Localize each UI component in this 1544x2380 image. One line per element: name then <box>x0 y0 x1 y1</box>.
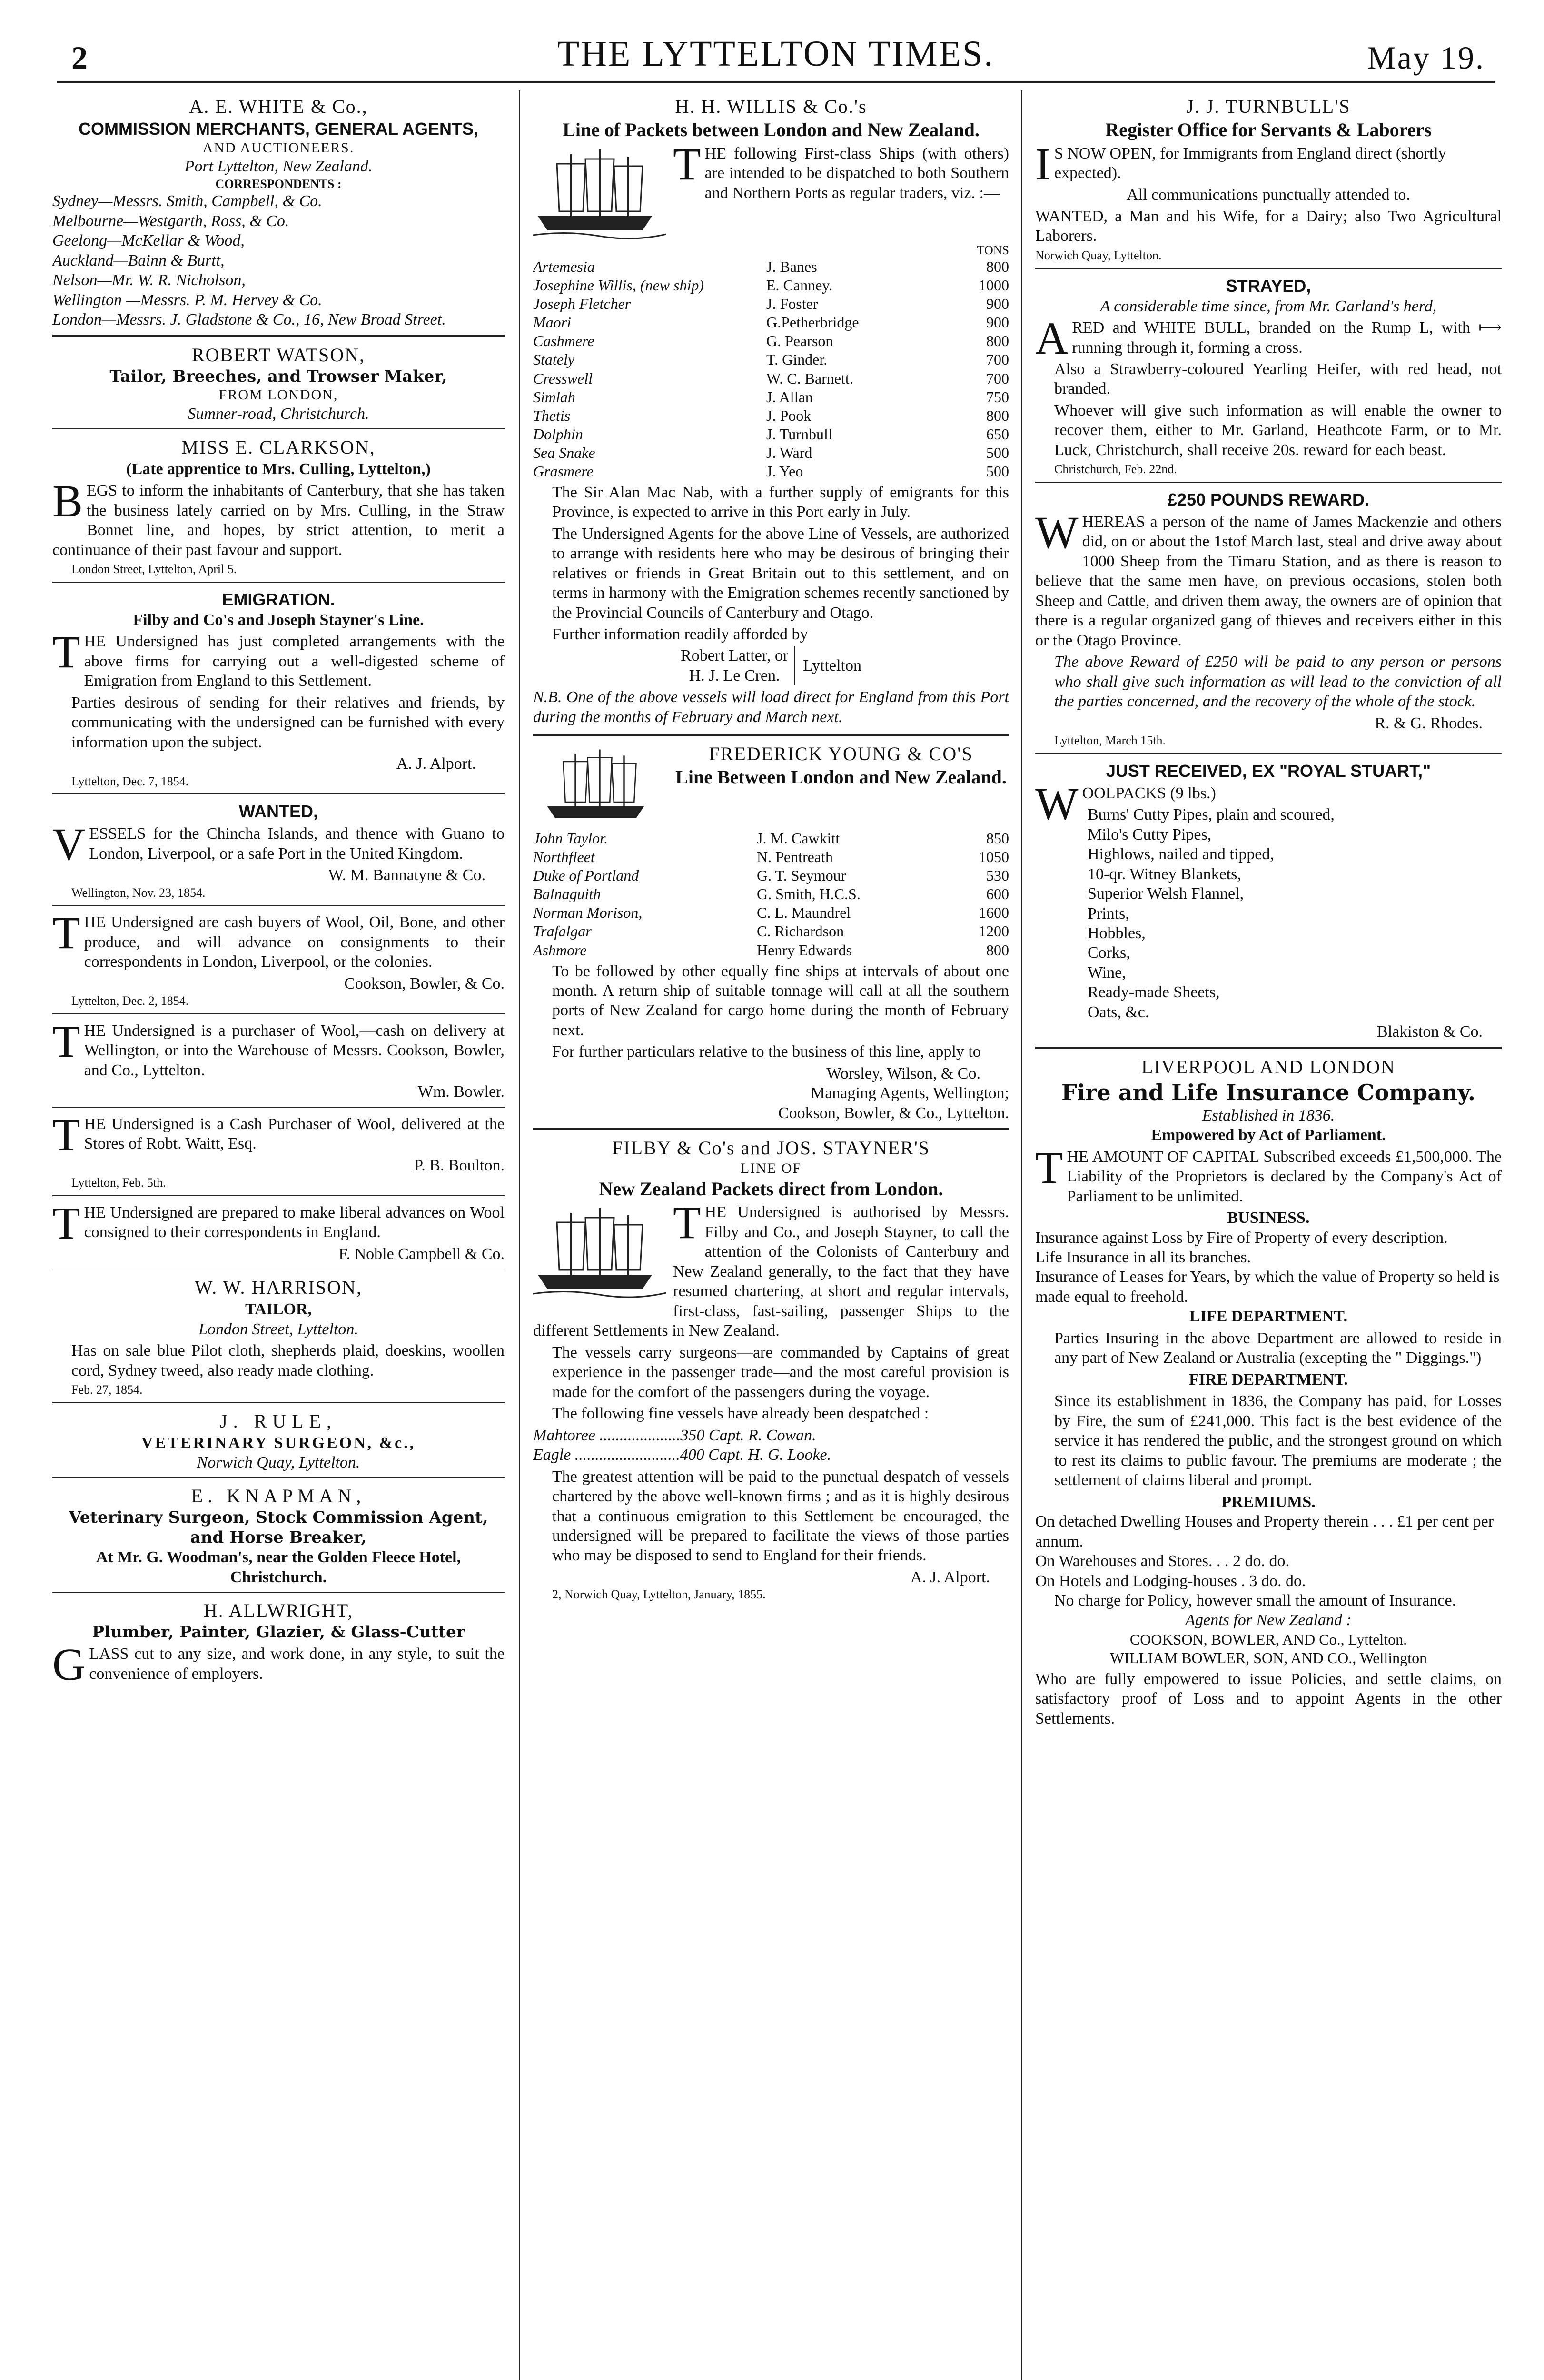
ad-body: Whoever will give such information as will enable the owner to recover them, either to Mr. Garland, Heathcote Farm, or to Mr. Luck, Christchurch, shall receive 20s. reward for each beast. <box>1054 401 1502 459</box>
ship-illustration <box>533 1203 666 1299</box>
table-row: Josephine Willis, (new ship) E. Canney. 1000 <box>533 277 1009 294</box>
ad-address: London Street, Lyttelton. <box>198 1320 358 1338</box>
table-row: Joseph Fletcher J. Foster 900 <box>533 295 1009 313</box>
correspondent-list <box>52 191 505 329</box>
ad-heading: FILBY & Co's and JOS. STAYNER'S <box>612 1137 930 1159</box>
list-item: London—Messrs. J. Gladstone & Co., 16, New Broad Street. <box>52 311 446 329</box>
drop-cap: T <box>52 907 80 959</box>
ad-signature: A. J. Alport. <box>910 1568 990 1586</box>
column-2 <box>533 95 1009 2380</box>
table-row: John Taylor. J. M. Cawkitt 850 <box>533 830 1009 847</box>
ad-body: Parties desirous of sending for their relatives and friends, by communicating with the undersigned can be furnished with every information upon the subject. <box>71 694 505 751</box>
section-heading: LIFE DEPARTMENT. <box>1189 1308 1347 1326</box>
ad-subheading: Filby and Co's and Joseph Stayner's Line. <box>133 611 424 629</box>
ad-body: HE following First-class Ships (with others) are intended to be dispatched to both Southern and Northern Ports as regular traders, viz. :— <box>704 144 1009 202</box>
ad-body: Insurance of Leases for Years, by which the value of Property so held is made equal to freehold. <box>1035 1268 1500 1306</box>
drop-cap: T <box>673 1197 701 1249</box>
ad-bowler <box>52 1015 505 1108</box>
ad-insurance <box>1035 1056 1502 1735</box>
ad-allwright <box>52 1599 505 1690</box>
ad-footer: 2, Norwich Quay, Lyttelton, January, 1855. <box>552 1587 766 1602</box>
list-item: 10-qr. Witney Blankets, <box>1088 865 1241 883</box>
ad-signature: R. & G. Rhodes. <box>1375 714 1483 732</box>
ad-heading: E. KNAPMAN, <box>191 1485 366 1507</box>
newspaper-title: THE LYTTELTON TIMES. <box>557 34 995 74</box>
section-heading: FIRE DEPARTMENT. <box>1189 1370 1348 1388</box>
agent-name: WILLIAM BOWLER, SON, AND CO., Wellington <box>1109 1649 1427 1666</box>
ad-body: HE AMOUNT OF CAPITAL Subscribed exceeds £1,500,000. The Liability of the Proprietors is declared by the Company's Act of Parliament to be unlimited. <box>1067 1148 1502 1205</box>
ad-clarkson <box>52 436 505 583</box>
ad-body: Since its establishment in 1836, the Company has paid, for Losses by Fire, the sum of £241,000. This fact is the best evidence of the service it has rendered the public, and the strongest ground on which to rest its claims to public favour. The premiums are moderate ; the settlement of claims liberal and prompt. <box>1054 1392 1502 1489</box>
column-3 <box>1035 95 1502 2380</box>
list-item: Geelong—McKellar & Wood, <box>52 232 245 250</box>
ad-heading: FREDERICK YOUNG & CO'S <box>709 743 973 765</box>
ad-subheading: A considerable time since, from Mr. Garland's herd, <box>1100 297 1437 315</box>
agent-name: Robert Latter, or <box>681 647 789 665</box>
goods-list <box>1035 805 1502 1022</box>
ad-turnbull <box>1035 95 1502 269</box>
ad-address: Sumner-road, Christchurch. <box>188 405 369 423</box>
ad-body: The Undersigned Agents for the above Line of Vessels, are authorized to arrange with residents here who may be desirous of bringing their relatives or friends in Great Britain out to this settlement, and on terms in harmony with the Emigration schemes recently sanctioned by the Provincial Councils of Canterbury and Otago. <box>552 525 1009 622</box>
table-row: Dolphin J. Turnbull 650 <box>533 425 1009 443</box>
table-row: Balnaguith G. Smith, H.C.S. 600 <box>533 885 1009 903</box>
ad-signature: Cookson, Bowler, & Co. <box>344 974 505 992</box>
ad-signature: W. M. Bannatyne & Co. <box>328 866 485 884</box>
ad-heading: A. E. WHITE & Co., <box>189 96 368 117</box>
ad-subheading: AND AUCTIONEERS. <box>202 139 355 156</box>
ad-signature: Managing Agents, Wellington; <box>811 1084 1009 1102</box>
ad-rule <box>52 1410 505 1478</box>
masthead <box>57 29 1495 83</box>
company-name: Fire and Life Insurance Company. <box>1061 1079 1475 1105</box>
ad-body: Also a Strawberry-coloured Yearling Heifer, with red head, not branded. <box>1054 360 1502 398</box>
ad-footer: Feb. 27, 1854. <box>71 1383 143 1397</box>
ad-wanted <box>52 801 505 906</box>
ad-subheading: LINE OF <box>740 1160 802 1177</box>
agent-name: COOKSON, BOWLER, AND Co., Lyttelton. <box>1129 1630 1407 1648</box>
table-row: Ashmore Henry Edwards 800 <box>533 941 1009 959</box>
drop-cap: G <box>52 1639 86 1690</box>
ad-body: The following fine vessels have already been despatched : <box>552 1405 929 1423</box>
ship-list <box>533 258 1009 480</box>
list-item: Prints, <box>1088 904 1129 922</box>
section-heading: PREMIUMS. <box>1221 1493 1316 1511</box>
list-item: Burns' Cutty Pipes, plain and scoured, <box>1088 806 1335 824</box>
ad-signature: F. Noble Campbell & Co. <box>338 1245 505 1263</box>
ad-heading: LIVERPOOL AND LONDON <box>1141 1056 1396 1078</box>
premium-line: On detached Dwelling Houses and Property therein . . . £1 per cent per annum. <box>1035 1513 1494 1550</box>
premium-line: No charge for Policy, however small the amount of Insurance. <box>1054 1591 1456 1609</box>
ad-young <box>533 743 1009 1130</box>
ad-signature: Wm. Bowler. <box>417 1083 505 1101</box>
ad-royal-stuart <box>1035 761 1502 1049</box>
ad-signature: Worsley, Wilson, & Co. <box>826 1064 980 1082</box>
ad-heading: H. ALLWRIGHT, <box>203 1600 354 1622</box>
ad-footer: Lyttelton, Dec. 7, 1854. <box>71 774 189 788</box>
ad-subheading: FROM LONDON, <box>218 387 338 403</box>
drop-cap: T <box>52 1015 80 1067</box>
ad-trade: Veterinary Surgeon, Stock Commission Agent, and Horse Breaker, <box>69 1508 488 1547</box>
table-row: Cresswell W. C. Barnett. 700 <box>533 369 1009 387</box>
list-item: Auckland—Bainn & Burtt, <box>52 251 225 269</box>
agent-block <box>533 646 1009 685</box>
ad-subheading: Empowered by Act of Parliament. <box>1151 1126 1386 1144</box>
ad-body: HE Undersigned is a purchaser of Wool,—cash on delivery at Wellington, or into the Warehouse of Messrs. Cookson, Bowler, and Co., Lyttelton. <box>84 1021 505 1079</box>
ad-campbell <box>52 1197 505 1269</box>
ad-willis <box>533 95 1009 736</box>
ad-subheading: Line Between London and New Zealand. <box>675 766 1007 788</box>
column-1 <box>52 95 505 2380</box>
ad-heading: J. J. TURNBULL'S <box>1186 96 1351 117</box>
ad-subheading: New Zealand Packets direct from London. <box>599 1178 943 1200</box>
table-row: Cashmere G. Pearson 800 <box>533 332 1009 350</box>
ad-signature: P. B. Boulton. <box>414 1156 505 1174</box>
ad-trade: Plumber, Painter, Glazier, & Glass-Cutter <box>92 1622 465 1642</box>
ad-body: HE Undersigned are prepared to make liberal advances on Wool consigned to their correspondents in England. <box>84 1203 505 1241</box>
ad-trade: TAILOR, <box>245 1300 312 1319</box>
ad-body: HEREAS a person of the name of James Mackenzie and others did, on or about the 1stof March last, steal and drive away about 1000 Sheep from the Timaru Station, and as there is reason to believe that the same men have, on previous occasions, stolen both Sheep and Cattle, and driven them away, the owners are of opinion that there is a regular organized gang of thieves and receivers either in this or the Otago Province. <box>1035 513 1502 649</box>
table-row: Stately T. Ginder. 700 <box>533 351 1009 368</box>
ad-body: Further information readily afforded by <box>552 625 808 643</box>
ad-white <box>52 95 505 337</box>
ad-footer: Lyttelton, Feb. 5th. <box>71 1176 166 1190</box>
drop-cap: T <box>52 1197 80 1249</box>
ad-subheading: Line of Packets between London and New Zealand. <box>563 119 980 140</box>
list-item: Highlows, nailed and tipped, <box>1088 845 1274 863</box>
drop-cap: W <box>1035 506 1079 558</box>
table-row: Artemesia J. Banes 800 <box>533 258 1009 276</box>
ad-strayed <box>1035 276 1502 483</box>
ad-body: HE Undersigned has just completed arrangements with the above firms for carrying out a well-digested scheme of Emigration from England to this Settlement. <box>84 633 505 690</box>
column-rule <box>519 90 520 2380</box>
ad-signature: Blakiston & Co. <box>1377 1023 1483 1041</box>
ad-body: Parties Insuring in the above Department are allowed to reside in any part of New Zealand or Australia (excepting the " Diggings.") <box>1054 1329 1502 1367</box>
ad-boulton <box>52 1109 505 1196</box>
drop-cap: V <box>52 819 86 870</box>
ad-body: The greatest attention will be paid to the punctual despatch of vessels chartered by the above well-known firms ; and as it is highly desirous that a continuous emigration to this Settlement be encouraged, the undersigned will be prepared to facilitate the views of those parties who may be disposed to send to England for their friends. <box>552 1468 1009 1565</box>
table-row: Sea Snake J. Ward 500 <box>533 444 1009 461</box>
list-item: Nelson—Mr. W. R. Nicholson, <box>52 271 246 289</box>
ad-trade: VETERINARY SURGEON, &c., <box>141 1434 416 1452</box>
list-item: Sydney—Messrs. Smith, Campbell, & Co. <box>52 192 322 210</box>
agent-place: Lyttelton <box>803 657 861 675</box>
ship-illustration <box>533 145 666 240</box>
drop-cap: A <box>1035 313 1069 364</box>
ad-footer: Christchurch, Feb. 22nd. <box>1054 462 1177 476</box>
ad-subheading: COMMISSION MERCHANTS, GENERAL AGENTS, <box>78 119 479 139</box>
ad-reward <box>1035 489 1502 754</box>
ad-body: HE Undersigned is a Cash Purchaser of Wool, delivered at the Stores of Robt. Waitt, Esq. <box>84 1115 505 1153</box>
table-row: Northfleet N. Pentreath 1050 <box>533 848 1009 866</box>
ad-heading: W. W. HARRISON, <box>195 1277 362 1299</box>
section-heading: BUSINESS. <box>1227 1209 1310 1227</box>
ad-label: CORRESPONDENTS : <box>215 177 342 191</box>
ad-body: HE Undersigned are cash buyers of Wool, Oil, Bone, and other produce, and will advance on consignments to their correspondents in London, Liverpool, or the colonies. <box>84 913 505 971</box>
ship-illustration <box>533 745 666 826</box>
ad-body: The above Reward of £250 will be paid to any person or persons who shall give such information as will lead to the conviction of all the parties concerned, and the recovery of the whole of the stock. <box>1054 653 1502 711</box>
ship-list <box>533 829 1009 959</box>
table-header: TONS <box>977 243 1009 257</box>
list-item: Ready-made Sheets, <box>1088 983 1220 1002</box>
ad-subheading: (Late apprentice to Mrs. Culling, Lyttelton,) <box>126 460 431 478</box>
table-row: Norman Morison, C. L. Maundrel 1600 <box>533 904 1009 922</box>
ad-body: HE Undersigned is authorised by Messrs. Filby and Co., and Joseph Stayner, to call the attention of the Colonists of Canterbury and New Zealand generally, to the fact that they have resumed chartering, at short and regular intervals, first-class, fast-sailing, passenger Ships to the different Settlements in New Zealand. <box>533 1203 1009 1340</box>
ad-body: To be followed by other equally fine ships at intervals of about one month. A return ship of suitable tonnage will call at all the southern ports of New Zealand for cargo home during the month of February next. <box>552 962 1009 1039</box>
ad-address: At Mr. G. Woodman's, near the Golden Fleece Hotel, Christchurch. <box>96 1548 461 1586</box>
premium-line: On Hotels and Lodging-houses . 3 do. do. <box>1035 1572 1306 1590</box>
ad-body: RED and WHITE BULL, branded on the Rump L, with ⟼ running through it, forming a cross. <box>1072 319 1502 357</box>
drop-cap: T <box>1035 1141 1063 1193</box>
ad-heading: J. RULE, <box>220 1410 337 1432</box>
ad-body: S NOW OPEN, for Immigrants from England direct (shortly expected). <box>1054 144 1446 182</box>
ad-footer: Lyttelton, Dec. 2, 1854. <box>71 994 189 1008</box>
ad-footer: Norwich Quay, Lyttelton. <box>1035 248 1162 262</box>
section-heading: Agents for New Zealand : <box>1185 1611 1352 1629</box>
ad-body: EGS to inform the inhabitants of Canterbury, that she has taken the business lately carried on by Mrs. Culling, in the Straw Bonnet line, and hopes, by strict attention, to merit a continuance of their past favour and support. <box>52 482 505 559</box>
ad-body: WANTED, a Man and his Wife, for a Dairy; also Two Agricultural Laborers. <box>1035 208 1502 245</box>
table-row: Duke of Portland G. T. Seymour 530 <box>533 867 1009 884</box>
list-item: Milo's Cutty Pipes, <box>1088 825 1212 843</box>
vessel-line: Mahtoree ....................350 Capt. R. Cowan. <box>533 1426 816 1444</box>
ad-body: For further particulars relative to the business of this line, apply to <box>552 1043 981 1061</box>
list-item: Wine, <box>1088 963 1126 982</box>
ad-heading: MISS E. CLARKSON, <box>181 436 376 458</box>
table-row: Trafalgar C. Richardson 1200 <box>533 922 1009 940</box>
table-row: Grasmere J. Yeo 500 <box>533 462 1009 480</box>
list-item: Corks, <box>1088 944 1130 962</box>
agent-name: H. J. Le Cren. <box>689 666 780 684</box>
ad-body: Life Insurance in all its branches. <box>1035 1249 1251 1266</box>
table-row: Thetis J. Pook 800 <box>533 407 1009 424</box>
table-row: Simlah J. Allan 750 <box>533 388 1009 406</box>
page-number: 2 <box>71 40 88 76</box>
ad-body: LASS cut to any size, and work done, in any style, to suit the convenience of employers. <box>89 1645 505 1683</box>
ad-place: Port Lyttelton, New Zealand. <box>184 158 373 176</box>
list-item: Oats, &c. <box>1088 1003 1149 1021</box>
ad-watson <box>52 344 505 429</box>
ad-signature: A. J. Alport. <box>396 755 476 773</box>
ad-footer: Lyttelton, March 15th. <box>1054 734 1166 748</box>
list-item: Melbourne—Westgarth, Ross, & Co. <box>52 212 289 230</box>
ad-heading: STRAYED, <box>1226 276 1311 296</box>
ad-cookson <box>52 907 505 1014</box>
ad-body: The vessels carry surgeons—are commanded by Captains of great experience in the passenger trade—and the most careful provision is made for the comfort of the passengers during the voyage. <box>552 1343 1009 1401</box>
drop-cap: T <box>52 626 80 678</box>
vessel-line: Eagle ..........................400 Capt. H. G. Looke. <box>533 1446 831 1464</box>
ad-footer: London Street, Lyttelton, April 5. <box>71 562 237 576</box>
drop-cap: T <box>52 1109 80 1160</box>
ad-heading: JUST RECEIVED, EX "ROYAL STUART," <box>1106 761 1431 781</box>
ad-heading: £250 POUNDS REWARD. <box>1167 490 1370 510</box>
drop-cap: T <box>673 138 701 189</box>
drop-cap: W <box>1035 778 1079 829</box>
ad-knapman <box>52 1485 505 1593</box>
ad-body: ESSELS for the Chincha Islands, and thence with Guano to London, Liverpool, or a safe Port in the United Kingdom. <box>89 825 505 863</box>
list-item: Hobbles, <box>1088 924 1146 942</box>
list-item: Wellington —Messrs. P. M. Hervey & Co. <box>52 291 322 309</box>
ad-heading: EMIGRATION. <box>222 589 335 609</box>
drop-cap: I <box>1035 138 1050 189</box>
ad-subheading: Register Office for Servants & Laborers <box>1105 119 1432 140</box>
ad-address: Norwich Quay, Lyttelton. <box>197 1454 360 1472</box>
issue-date: May 19. <box>1367 40 1485 76</box>
ad-body: The Sir Alan Mac Nab, with a further supply of emigrants for this Province, is expected to arrive in this Port early in July. <box>552 483 1009 521</box>
ad-note: N.B. One of the above vessels will load direct for England from this Port during the months of February and March next. <box>533 688 1009 726</box>
table-row: Maori G.Petherbridge 900 <box>533 314 1009 331</box>
ad-body: Has on sale blue Pilot cloth, shepherds plaid, doeskins, woollen cord, Sydney tweed, also ready made clothing. <box>71 1342 505 1379</box>
ad-body: Who are fully empowered to issue Policies, and settle claims, on satisfactory proof of Loss and to appoint Agents in the other Settlements. <box>1035 1670 1502 1727</box>
ad-footer: Wellington, Nov. 23, 1854. <box>71 885 206 900</box>
ad-filby <box>533 1137 1009 1607</box>
ad-harrison <box>52 1276 505 1403</box>
drop-cap: B <box>52 476 83 527</box>
premium-line: On Warehouses and Stores. . . 2 do. do. <box>1035 1552 1289 1570</box>
ad-trade: Tailor, Breeches, and Trowser Maker, <box>109 367 447 386</box>
ad-emigration <box>52 589 505 794</box>
ad-body: All communications punctually attended to. <box>1127 186 1410 204</box>
ad-heading: WANTED, <box>239 802 318 822</box>
ad-body: OOLPACKS (9 lbs.) <box>1082 784 1216 802</box>
ad-heading: H. H. WILLIS & Co.'s <box>675 96 867 117</box>
ad-subheading: Established in 1836. <box>1202 1106 1335 1124</box>
ad-body: Insurance against Loss by Fire of Property of every description. <box>1035 1229 1448 1247</box>
ad-heading: ROBERT WATSON, <box>191 344 366 366</box>
column-rule <box>1021 90 1022 2380</box>
list-item: Superior Welsh Flannel, <box>1088 885 1244 903</box>
ad-signature: Cookson, Bowler, & Co., Lyttelton. <box>778 1104 1009 1122</box>
